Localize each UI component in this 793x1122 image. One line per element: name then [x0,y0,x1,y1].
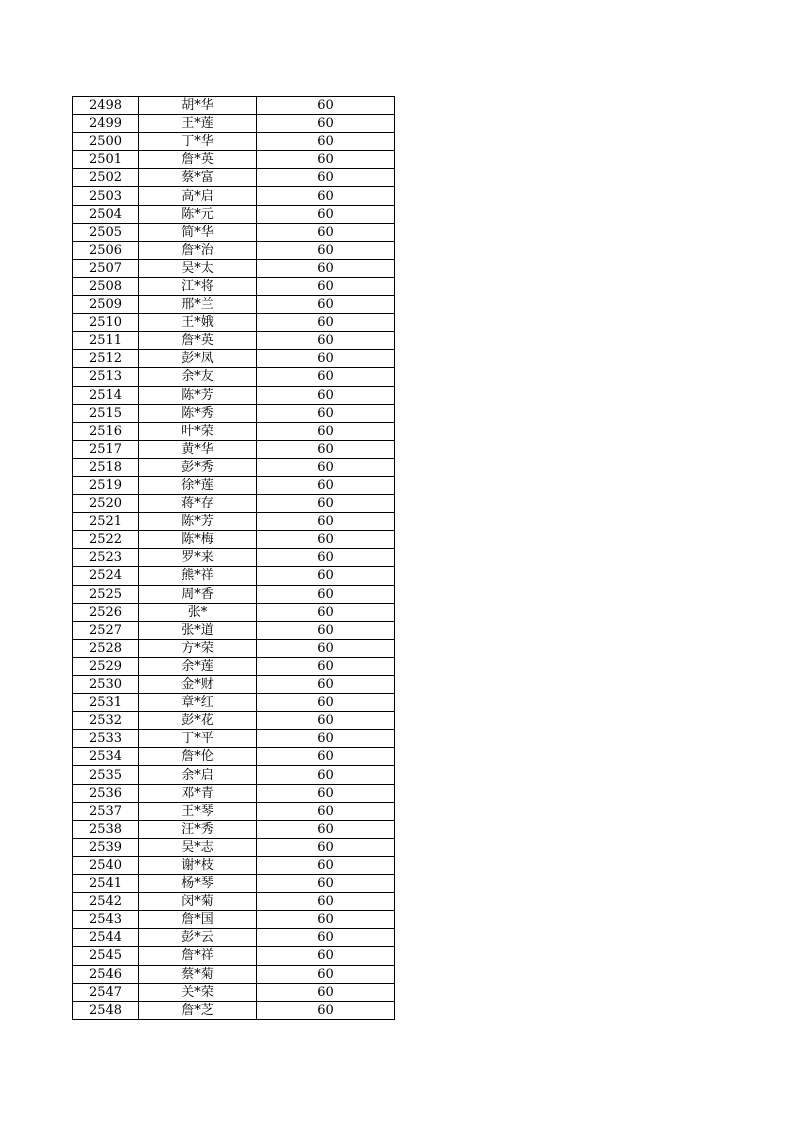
row-number-cell: 2529 [73,657,139,675]
name-cell: 彭*花 [139,712,257,730]
amount-cell: 60 [257,241,395,259]
name-cell: 章*红 [139,694,257,712]
row-number-cell: 2544 [73,929,139,947]
table-row [73,567,395,585]
table-row [73,965,395,983]
name-cell: 王*莲 [139,115,257,133]
amount-cell: 60 [257,1001,395,1019]
amount-cell: 60 [257,476,395,494]
row-number-cell: 2532 [73,712,139,730]
row-number-cell: 2509 [73,296,139,314]
row-number-cell: 2547 [73,983,139,1001]
table-row [73,531,395,549]
row-number-cell: 2507 [73,259,139,277]
amount-cell: 60 [257,784,395,802]
name-cell: 余*莲 [139,657,257,675]
amount-cell: 60 [257,458,395,476]
row-number-cell: 2527 [73,621,139,639]
table-row [73,838,395,856]
amount-cell: 60 [257,929,395,947]
row-number-cell: 2518 [73,458,139,476]
row-number-cell: 2508 [73,277,139,295]
table-row [73,585,395,603]
table-row [73,169,395,187]
amount-cell: 60 [257,965,395,983]
name-cell: 张* [139,603,257,621]
amount-cell: 60 [257,820,395,838]
row-number-cell: 2536 [73,784,139,802]
table-row [73,386,395,404]
table-row [73,277,395,295]
name-cell: 陈*梅 [139,531,257,549]
row-number-cell: 2525 [73,585,139,603]
table-row [73,205,395,223]
row-number-cell: 2539 [73,838,139,856]
row-number-cell: 2515 [73,404,139,422]
row-number-cell: 2534 [73,748,139,766]
table-row [73,368,395,386]
row-number-cell: 2514 [73,386,139,404]
name-cell: 陈*秀 [139,404,257,422]
table-row [73,802,395,820]
row-number-cell: 2499 [73,115,139,133]
amount-cell: 60 [257,296,395,314]
amount-cell: 60 [257,133,395,151]
amount-cell: 60 [257,694,395,712]
amount-cell: 60 [257,748,395,766]
table-row [73,458,395,476]
name-cell: 汪*秀 [139,820,257,838]
name-cell: 陈*芳 [139,386,257,404]
table-row [73,314,395,332]
table-row [73,730,395,748]
table-row [73,404,395,422]
row-number-cell: 2522 [73,531,139,549]
row-number-cell: 2500 [73,133,139,151]
name-cell: 金*财 [139,676,257,694]
name-cell: 余*友 [139,368,257,386]
table-row [73,296,395,314]
row-number-cell: 2540 [73,856,139,874]
name-cell: 简*华 [139,223,257,241]
amount-cell: 60 [257,386,395,404]
amount-cell: 60 [257,639,395,657]
row-number-cell: 2533 [73,730,139,748]
name-cell: 彭*云 [139,929,257,947]
row-number-cell: 2516 [73,422,139,440]
row-number-cell: 2503 [73,187,139,205]
table-row [73,495,395,513]
row-number-cell: 2523 [73,549,139,567]
table-row [73,440,395,458]
row-number-cell: 2526 [73,603,139,621]
table-row [73,476,395,494]
amount-cell: 60 [257,531,395,549]
table-row [73,241,395,259]
name-cell: 陈*元 [139,205,257,223]
row-number-cell: 2546 [73,965,139,983]
amount-cell: 60 [257,893,395,911]
name-cell: 罗*来 [139,549,257,567]
amount-cell: 60 [257,856,395,874]
name-cell: 余*启 [139,766,257,784]
amount-cell: 60 [257,277,395,295]
amount-cell: 60 [257,911,395,929]
table-row [73,657,395,675]
amount-cell: 60 [257,712,395,730]
name-cell: 王*琴 [139,802,257,820]
table-row [73,151,395,169]
table-row [73,856,395,874]
table-body [73,97,395,1020]
row-number-cell: 2541 [73,875,139,893]
name-cell: 吴*太 [139,259,257,277]
name-cell: 詹*英 [139,332,257,350]
name-cell: 杨*琴 [139,875,257,893]
table-row [73,748,395,766]
row-number-cell: 2517 [73,440,139,458]
row-number-cell: 2521 [73,513,139,531]
amount-cell: 60 [257,259,395,277]
row-number-cell: 2530 [73,676,139,694]
name-cell: 徐*莲 [139,476,257,494]
amount-cell: 60 [257,169,395,187]
name-cell: 王*娥 [139,314,257,332]
name-cell: 詹*治 [139,241,257,259]
row-number-cell: 2498 [73,97,139,115]
name-cell: 张*道 [139,621,257,639]
row-number-cell: 2542 [73,893,139,911]
amount-cell: 60 [257,603,395,621]
amount-cell: 60 [257,513,395,531]
table-row [73,911,395,929]
table-row [73,820,395,838]
name-cell: 闵*菊 [139,893,257,911]
table-row [73,893,395,911]
amount-cell: 60 [257,332,395,350]
amount-cell: 60 [257,368,395,386]
table-row [73,187,395,205]
name-cell: 詹*祥 [139,947,257,965]
amount-cell: 60 [257,151,395,169]
table-row [73,694,395,712]
name-cell: 陈*芳 [139,513,257,531]
name-cell: 彭*凤 [139,350,257,368]
name-cell: 丁*平 [139,730,257,748]
table-row [73,676,395,694]
table-row [73,259,395,277]
table-row [73,712,395,730]
amount-cell: 60 [257,657,395,675]
name-cell: 邓*青 [139,784,257,802]
amount-cell: 60 [257,495,395,513]
amount-cell: 60 [257,875,395,893]
name-cell: 蔡*富 [139,169,257,187]
name-cell: 詹*英 [139,151,257,169]
name-cell: 詹*芝 [139,1001,257,1019]
amount-cell: 60 [257,97,395,115]
table-row [73,332,395,350]
amount-cell: 60 [257,838,395,856]
table-row [73,983,395,1001]
amount-cell: 60 [257,422,395,440]
name-cell: 邢*兰 [139,296,257,314]
table-row [73,97,395,115]
table-row [73,133,395,151]
row-number-cell: 2524 [73,567,139,585]
name-cell: 蒋*存 [139,495,257,513]
row-number-cell: 2520 [73,495,139,513]
name-cell: 彭*秀 [139,458,257,476]
row-number-cell: 2505 [73,223,139,241]
table-row [73,223,395,241]
table-row [73,350,395,368]
row-number-cell: 2535 [73,766,139,784]
name-cell: 叶*荣 [139,422,257,440]
table-row [73,513,395,531]
row-number-cell: 2531 [73,694,139,712]
amount-cell: 60 [257,983,395,1001]
table-row [73,422,395,440]
table-row [73,639,395,657]
row-number-cell: 2502 [73,169,139,187]
amount-cell: 60 [257,947,395,965]
row-number-cell: 2548 [73,1001,139,1019]
table-row [73,929,395,947]
name-cell: 吴*志 [139,838,257,856]
name-cell: 詹*国 [139,911,257,929]
amount-cell: 60 [257,567,395,585]
name-cell: 詹*伦 [139,748,257,766]
table-row [73,115,395,133]
name-cell: 方*荣 [139,639,257,657]
table-row [73,947,395,965]
amount-cell: 60 [257,223,395,241]
amount-cell: 60 [257,187,395,205]
table-row [73,766,395,784]
row-number-cell: 2545 [73,947,139,965]
table-row [73,784,395,802]
row-number-cell: 2543 [73,911,139,929]
row-number-cell: 2538 [73,820,139,838]
table-row [73,621,395,639]
amount-cell: 60 [257,205,395,223]
row-number-cell: 2512 [73,350,139,368]
name-cell: 黄*华 [139,440,257,458]
name-cell: 周*香 [139,585,257,603]
name-cell: 胡*华 [139,97,257,115]
row-number-cell: 2511 [73,332,139,350]
name-cell: 丁*华 [139,133,257,151]
name-cell: 蔡*菊 [139,965,257,983]
row-number-cell: 2501 [73,151,139,169]
amount-cell: 60 [257,549,395,567]
amount-cell: 60 [257,766,395,784]
row-number-cell: 2519 [73,476,139,494]
amount-cell: 60 [257,621,395,639]
name-cell: 关*荣 [139,983,257,1001]
amount-cell: 60 [257,115,395,133]
table-row [73,1001,395,1019]
name-cell: 高*启 [139,187,257,205]
row-number-cell: 2528 [73,639,139,657]
row-number-cell: 2513 [73,368,139,386]
name-cell: 谢*枝 [139,856,257,874]
row-number-cell: 2510 [73,314,139,332]
amount-cell: 60 [257,730,395,748]
table-row [73,549,395,567]
amount-cell: 60 [257,350,395,368]
amount-cell: 60 [257,314,395,332]
amount-cell: 60 [257,404,395,422]
data-table [72,96,395,1020]
name-cell: 熊*祥 [139,567,257,585]
row-number-cell: 2537 [73,802,139,820]
amount-cell: 60 [257,676,395,694]
amount-cell: 60 [257,440,395,458]
row-number-cell: 2506 [73,241,139,259]
table-row [73,875,395,893]
table-row [73,603,395,621]
row-number-cell: 2504 [73,205,139,223]
name-cell: 江*将 [139,277,257,295]
amount-cell: 60 [257,585,395,603]
amount-cell: 60 [257,802,395,820]
